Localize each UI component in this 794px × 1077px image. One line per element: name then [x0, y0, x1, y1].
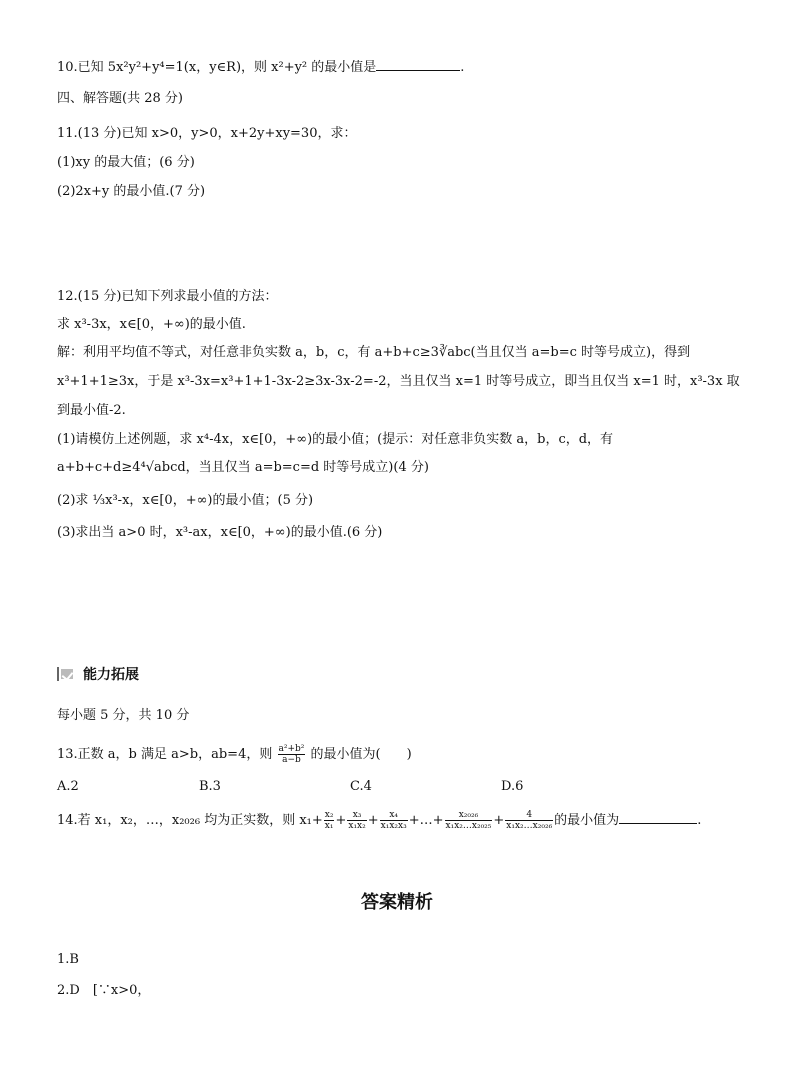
question-14-stem: 14.若 x₁，x₂，…，x₂₀₂₆ 均为正实数，则 x₁+ $\frac{\text{x₂}}{\text{x₁}}$ + $\frac{\text{x₃}}{\text{x₁x₂}}$ + $\frac{\text{x₄}}{\text{x₁x₂x₃}}$ +…+ $\frac{\text{x₂₀₂₆}}{\text{x₁x₂…x₂₀₂₅}}$ + $\frac{4}{\text{x₁x₂…x₂₀₂₆}}$ 的最小值为 . [57, 810, 702, 831]
fraction-denominator: a−b [282, 755, 301, 765]
checkbox-icon [57, 667, 75, 681]
question-12-line: 求 x³-3x，x∈[0，+∞)的最小值. [57, 317, 246, 332]
option-c: C.4 [350, 779, 372, 794]
question-10-text: 10.已知 5x²y²+y⁴=1(x，y∈R)，则 x²+y² 的最小值是 [57, 60, 377, 75]
question-10: 10.已知 5x²y²+y⁴=1(x，y∈R)，则 x²+y² 的最小值是 . [57, 60, 465, 75]
option-a: A.2 [57, 779, 79, 794]
question-12-stem: 12.(15 分)已知下列求最小值的方法： [57, 289, 278, 304]
question-12-part-2: (2)求 ¹⁄₃x³-x，x∈[0，+∞)的最小值；(5 分) [57, 493, 314, 508]
question-11-part-1: (1)xy 的最大值；(6 分) [57, 155, 195, 170]
fraction [278, 744, 306, 765]
question-12-line: 解：利用平均值不等式，对任意非负实数 a，b，c，有 a+b+c≥3∛abc(当且仅当 a=b=c 时等号成立)，得到 [57, 345, 691, 360]
answer-2: 2.D [∵x>0， [57, 983, 151, 998]
section-heading: 四、解答题(共 28 分) [57, 91, 183, 106]
fraction: $\frac{\text{x₄}}{\text{x₁x₂x₃}}$ [380, 810, 407, 831]
fraction: $\frac{\text{x₂₀₂₆}}{\text{x₁x₂…x₂₀₂₅}}$ [445, 810, 492, 831]
question-11-stem: 11.(13 分)已知 x>0，y>0，x+2y+xy=30，求： [57, 126, 357, 141]
option-b: B.3 [199, 779, 221, 794]
answer-1: 1.B [57, 952, 79, 967]
question-13-text: 的最小值为( ) [310, 747, 412, 762]
question-11-part-2: (2)2x+y 的最小值.(7 分) [57, 184, 206, 199]
fraction: $\frac{\text{x₃}}{\text{x₁x₂}}$ [348, 810, 366, 831]
answer-blank [619, 811, 697, 824]
fraction: $\frac{\text{x₂}}{\text{x₁}}$ [324, 810, 334, 831]
question-13-stem [57, 744, 412, 765]
score-note: 每小题 5 分，共 10 分 [57, 708, 190, 723]
question-14-text: 的最小值为 [554, 813, 620, 828]
question-12-line: x³+1+1≥3x，于是 x³-3x=x³+1+1-3x-2≥3x-3x-2=-2，当且仅当 x=1 时等号成立，即当且仅当 x=1 时，x³-3x 取 [57, 374, 740, 389]
fraction-numerator: a²+b² [278, 744, 305, 754]
question-13-text: 13.正数 a，b 满足 a>b，ab=4，则 [57, 747, 273, 762]
answer-section-title: 答案精析 [361, 892, 433, 913]
question-12-part-1: (1)请模仿上述例题，求 x⁴-4x，x∈[0，+∞)的最小值；(提示：对任意非负实数 a，b，c，d，有 [57, 432, 614, 447]
answer-blank [376, 58, 460, 71]
ability-section-title: 能力拓展 [83, 667, 139, 683]
ability-section-heading [57, 664, 139, 684]
question-12-part-3: (3)求出当 a>0 时，x³-ax，x∈[0，+∞)的最小值.(6 分) [57, 525, 383, 540]
question-12-part-1-hint: a+b+c+d≥4⁴√abcd，当且仅当 a=b=c=d 时等号成立)(4 分) [57, 460, 429, 475]
fraction: $\frac{4}{\text{x₁x₂…x₂₀₂₆}}$ [506, 810, 553, 831]
option-d: D.6 [501, 779, 524, 794]
question-14-text: 14.若 x₁，x₂，…，x₂₀₂₆ 均为正实数，则 x₁+ [57, 813, 323, 828]
question-12-line: 到最小值-2. [57, 403, 126, 418]
